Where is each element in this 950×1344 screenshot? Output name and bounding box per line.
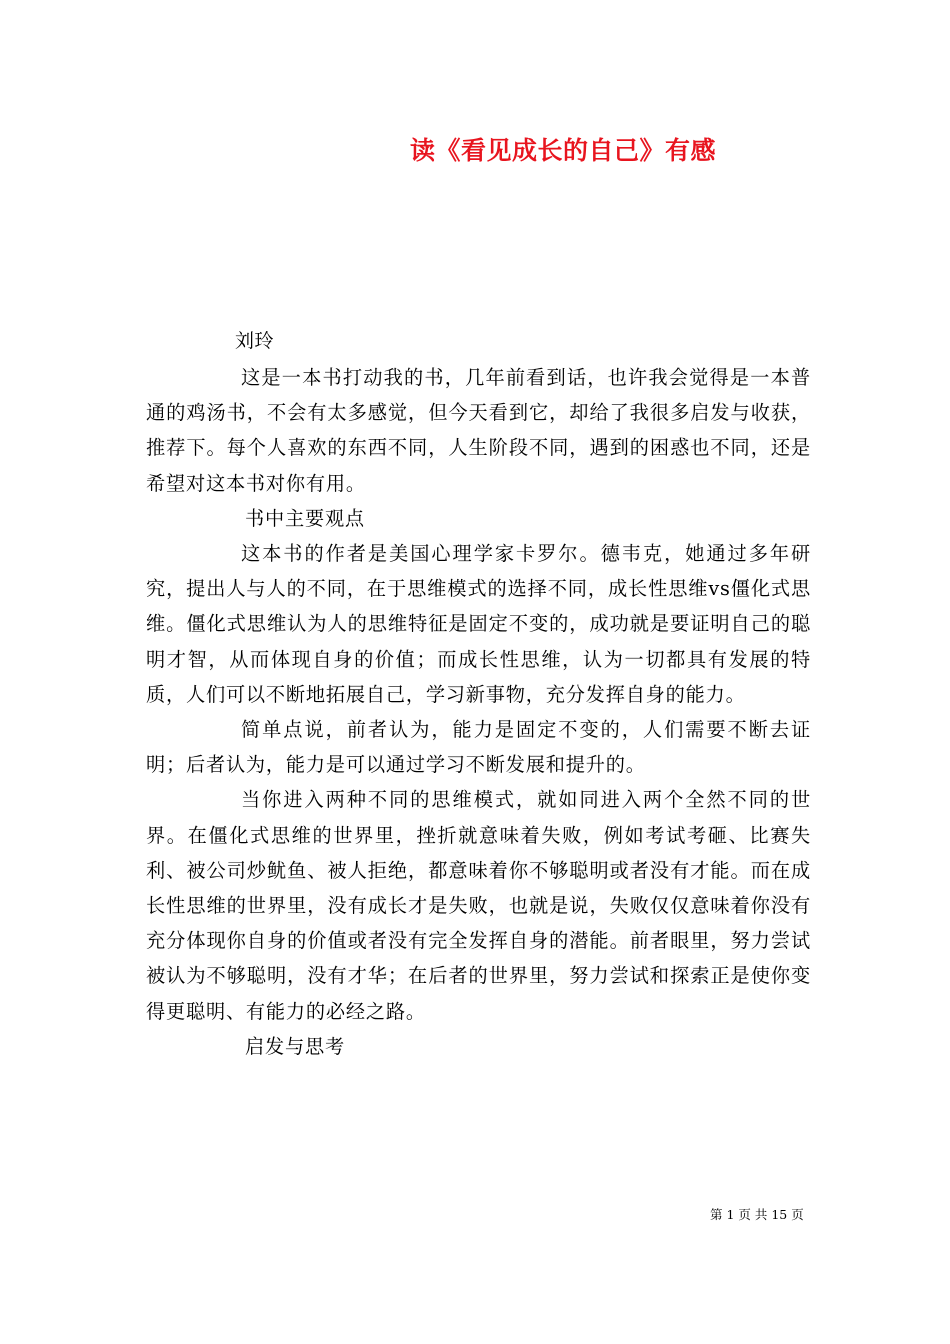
paragraph: 这本书的作者是美国心理学家卡罗尔。德韦克，她通过多年研究，提出人与人的不同，在于思维模式的选择不同，成长性思维vs僵化式思维。僵化式思维认为人的思维特征是固定不变的，成功就是要证明自己的聪明才智，从而体现自身的价值；而成长性思维，认为一切都具有发展的特质，人们可以不断地拓展自己，学习新事物，充分发挥自身的能力。 [146,542,811,706]
author-name: 刘玲 [235,330,275,352]
paragraph: 这是一本书打动我的书，几年前看到话，也许我会觉得是一本普通的鸡汤书，不会有太多感觉，但今天看到它，却给了我很多启发与收获，推荐下。每个人喜欢的东西不同，人生阶段不同，遇到的困惑也不同，还是希望对这本书对你有用。 [146,366,811,495]
paragraph: 简单点说，前者认为，能力是固定不变的，人们需要不断去证明；后者认为，能力是可以通过学习不断发展和提升的。 [146,718,811,777]
document-title: 读《看见成长的自己》有感 [410,136,717,165]
page-number-footer: 第 1 页 共 15 页 [710,1207,804,1222]
section-heading: 启发与思考 [245,1034,345,1058]
paragraph: 当你进入两种不同的思维模式，就如同进入两个全然不同的世界。在僵化式思维的世界里，挫折就意味着失败，例如考试考砸、比赛失利、被公司炒鱿鱼、被人拒绝，都意味着你不够聪明或者没有才能。而在成长性思维的世界里，没有成长才是失败，也就是说，失败仅仅意味着你没有充分体现你自身的价值或者没有完全发挥自身的潜能。前者眼里，努力尝试被认为不够聪明，没有才华；在后者的世界里，努力尝试和探索正是使你变得更聪明、有能力的必经之路。 [146,788,811,1023]
section-heading: 书中主要观点 [245,506,365,530]
document-body [146,360,811,1064]
